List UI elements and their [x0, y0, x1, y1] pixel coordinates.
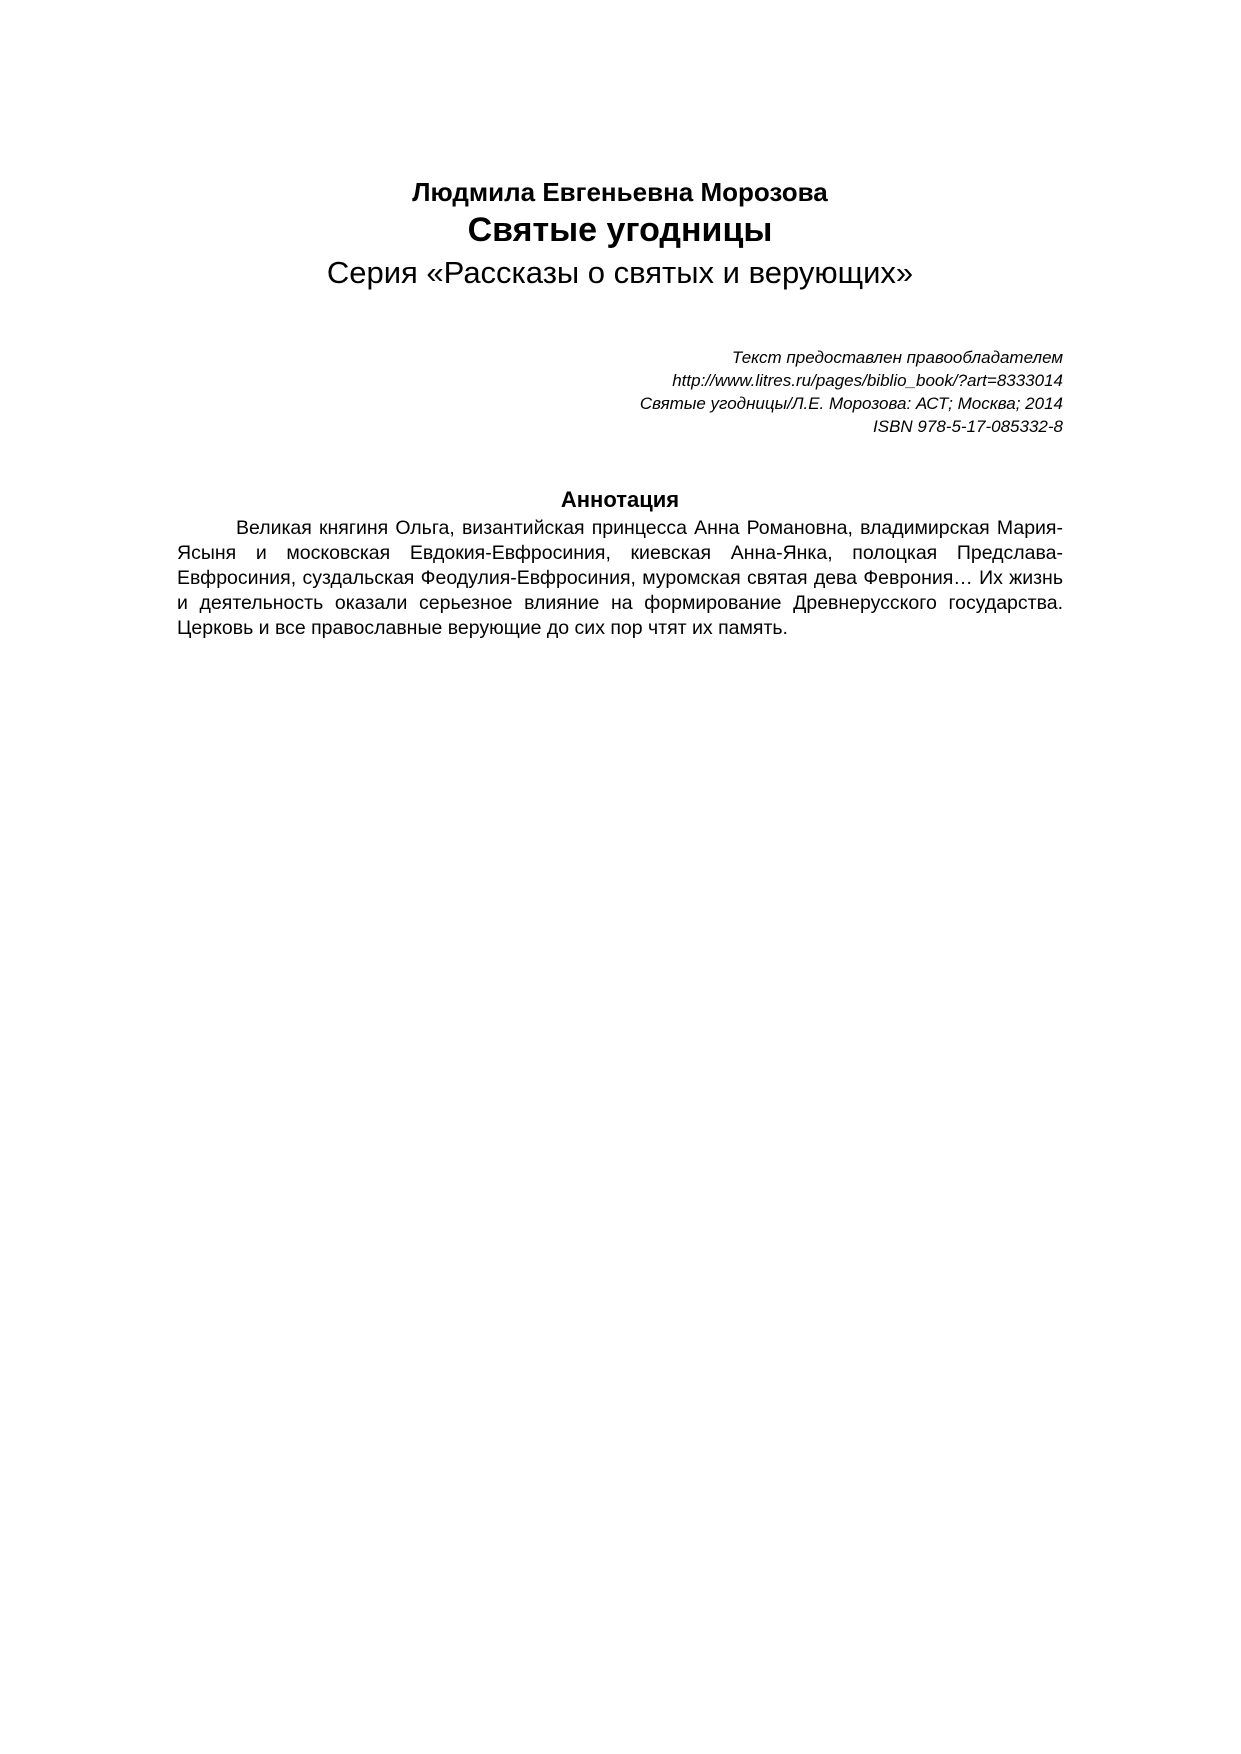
- book-author: Людмила Евгеньевна Морозова: [412, 177, 828, 207]
- source-rightholder: Текст предоставлен правообладателем: [731, 348, 1063, 367]
- annotation-heading: Аннотация: [560, 487, 680, 512]
- book-title: Святые угодницы: [467, 211, 773, 249]
- book-series: Серия «Рассказы о святых и верующих»: [326, 255, 914, 290]
- source-isbn: ISBN 978-5-17-085332-8: [873, 417, 1063, 436]
- source-info: [177, 346, 1063, 438]
- source-url: http://www.litres.ru/pages/biblio_book/?art=8333014: [672, 371, 1063, 390]
- annotation-text: Великая княгиня Ольга, византийская принцесса Анна Романовна, владимирская Мария-Ясыня и московская Евдокия-Евфросиния, киевская Анна-Янка, полоцкая Предслава-Евфросиния, суздальская Феодулия-Евфросиния, муромская святая дева Феврония… Их жизнь и деятельность оказали серьезное влияние на формирование Древнерусского государства. Церковь и все православные верующие до сих пор чтят их память.: [177, 517, 1063, 639]
- source-citation: Святые угодницы/Л.Е. Морозова: АСТ; Москва; 2014: [639, 394, 1063, 413]
